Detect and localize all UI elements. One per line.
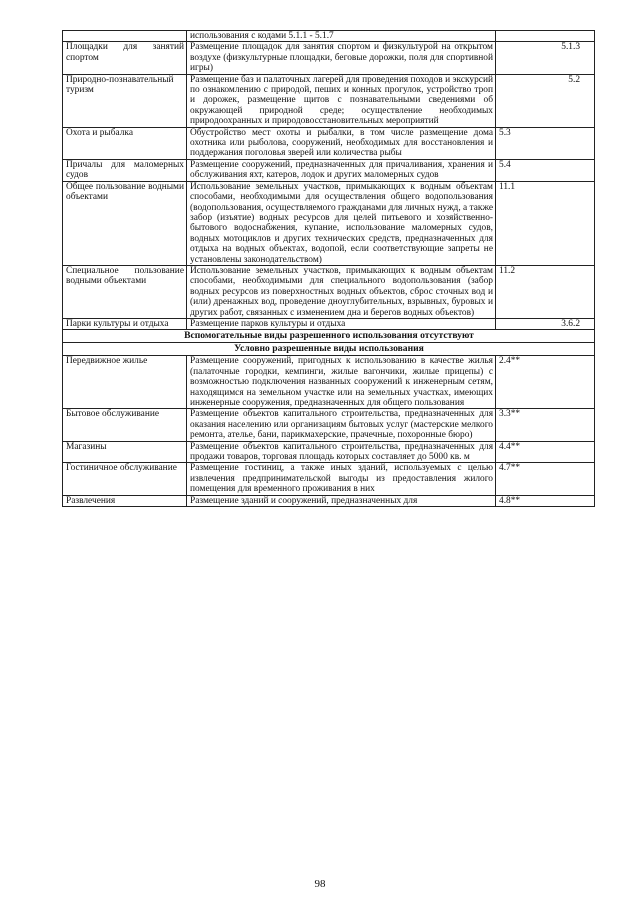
use-code-cell: 3.6.2	[496, 318, 595, 329]
document-page	[62, 30, 580, 507]
section-title-auxiliary: Вспомогательные виды разрешенного использования отсутствуют	[63, 330, 595, 343]
use-name-cell: Передвижное жилье	[63, 356, 187, 409]
conditional-uses-body	[63, 356, 595, 507]
use-description-cell: Размещение объектов капитального строительства, предназначенных для продажи товаров, торговая площадь которых составляет до 5000 кв. м	[187, 441, 496, 463]
use-name-cell: Охота и рыбалка	[63, 127, 187, 159]
use-code-cell: 11.2	[496, 265, 595, 318]
use-name-cell: Развлечения	[63, 495, 187, 506]
table-row	[63, 127, 595, 159]
use-code-cell: 5.2	[496, 74, 595, 127]
use-name-cell	[63, 31, 187, 42]
section-headers	[63, 330, 595, 356]
table-row	[63, 42, 595, 74]
use-code-cell: 2.4**	[496, 356, 595, 409]
use-description-cell: Размещение баз и палаточных лагерей для проведения походов и экскурсий по ознакомлению с природой, пеших и конных прогулок, устройство троп и дорожек, размещение щитов с познавательными сведениями об окружающей природной среде; осуществление необходимых природоохранных и природовосстановительных мероприятий	[187, 74, 496, 127]
use-code-cell	[496, 31, 595, 42]
table-row	[63, 318, 595, 329]
use-description-cell: Размещение объектов капитального строительства, предназначенных для оказания населению или организациям бытовых услуг (мастерские мелкого ремонта, ателье, бани, парикмахерские, прачечные, похоронные бюро)	[187, 409, 496, 441]
use-name-cell: Магазины	[63, 441, 187, 463]
use-description-cell: Размещение сооружений, предназначенных для причаливания, хранения и обслуживания яхт, катеров, лодок и других маломерных судов	[187, 159, 496, 181]
use-description-cell: Размещение гостиниц, а также иных зданий, используемых с целью извлечения предпринимательской выгоды из предоставления жилого помещения для временного проживания в них	[187, 463, 496, 495]
table-row	[63, 74, 595, 127]
use-name-cell: Площадки для занятий спортом	[63, 42, 187, 74]
permitted-uses-body	[63, 31, 595, 330]
use-name-cell: Специальное пользование водными объектами	[63, 265, 187, 318]
table-row	[63, 441, 595, 463]
table-row	[63, 265, 595, 318]
use-code-cell: 4.8**	[496, 495, 595, 506]
use-name-cell: Общее пользование водными объектами	[63, 181, 187, 265]
use-description-cell: Размещение площадок для занятия спортом и физкультурой на открытом воздухе (физкультурные площадки, беговые дорожки, поля для спортивной игры)	[187, 42, 496, 74]
use-code-cell: 4.7**	[496, 463, 595, 495]
table-row	[63, 409, 595, 441]
use-code-cell: 5.1.3	[496, 42, 595, 74]
use-name-cell: Гостиничное обслуживание	[63, 463, 187, 495]
table-row	[63, 31, 595, 42]
table-row	[63, 495, 595, 506]
table-row	[63, 159, 595, 181]
table-row	[63, 463, 595, 495]
section-row-auxiliary	[63, 330, 595, 343]
use-code-cell: 5.3	[496, 127, 595, 159]
use-name-cell: Бытовое обслуживание	[63, 409, 187, 441]
section-title-conditional: Условно разрешенные виды использования	[63, 343, 595, 356]
use-description-cell: использования с кодами 5.1.1 - 5.1.7	[187, 31, 496, 42]
page-number: 98	[314, 878, 326, 890]
use-description-cell: Обустройство мест охоты и рыбалки, в том числе размещение дома охотника или рыболова, сооружений, необходимых для восстановления и поддержания поголовья зверей или количества рыбы	[187, 127, 496, 159]
use-description-cell: Использование земельных участков, примыкающих к водным объектам способами, необходимыми для специального водопользования (забор водных ресурсов из поверхностных водных объектов, сброс сточных вод и (или) дренажных вод, проведение дноуглубительных, взрывных, буровых и других работ, связанных с изменением дна и берегов водных объектов)	[187, 265, 496, 318]
use-description-cell: Использование земельных участков, примыкающих к водным объектам способами, необходимыми для осуществления общего водопользования (водопользования, осуществляемого гражданами для личных нужд, а также забор (изъятие) водных ресурсов для целей питьевого и хозяйственно-бытового водоснабжения, купание, использование маломерных судов, водных мотоциклов и других технических средств, предназначенных для отдыха на водных объектах, водопой, если соответствующие запреты не установлены законодательством)	[187, 181, 496, 265]
use-code-cell: 11.1	[496, 181, 595, 265]
use-name-cell: Парки культуры и отдыха	[63, 318, 187, 329]
table-row	[63, 356, 595, 409]
use-name-cell: Причалы для маломерных судов	[63, 159, 187, 181]
use-name-cell: Природно-познавательный туризм	[63, 74, 187, 127]
use-description-cell: Размещение сооружений, пригодных к использованию в качестве жилья (палаточные городки, кемпинги, жилые вагончики, жилые прицепы) с возможностью подключения названных сооружений к инженерным сетям, находящимся на земельном участке или на земельных участках, имеющих инженерные сооружения, предназначенных для общего пользования	[187, 356, 496, 409]
section-row-conditional	[63, 343, 595, 356]
land-use-table	[62, 30, 595, 507]
use-description-cell: Размещение зданий и сооружений, предназначенных для	[187, 495, 496, 506]
use-code-cell: 5.4	[496, 159, 595, 181]
use-description-cell: Размещение парков культуры и отдыха	[187, 318, 496, 329]
table-row	[63, 181, 595, 265]
use-code-cell: 4.4**	[496, 441, 595, 463]
use-code-cell: 3.3**	[496, 409, 595, 441]
